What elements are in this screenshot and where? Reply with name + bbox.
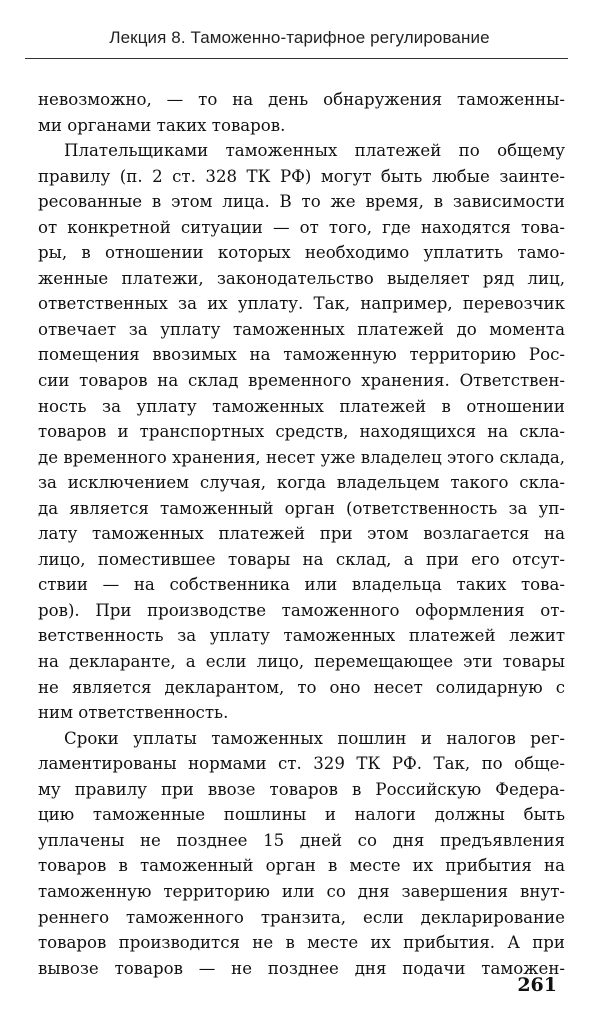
text-line: му правилу при ввозе товаров в Российскую Федера- [38,779,565,799]
text-line: Плательщиками таможенных платежей по общему [64,141,565,161]
text-line: ность за уплату таможенных платежей в отношении [38,396,565,416]
text-line: ры, в отношении которых необходимо уплатить тамо- [38,243,565,263]
text-line: вывозе товаров — не позднее дня подачи таможен- [38,958,565,978]
text-line: Сроки уплаты таможенных пошлин и налогов рег- [64,728,565,748]
text-line: правилу (п. 2 ст. 328 ТК РФ) могут быть любые заинте- [38,166,565,186]
text-line: сии товаров на склад временного хранения. Ответствен- [38,371,565,391]
text-line: товаров в таможенный орган в месте их прибытия на [38,856,565,876]
text-line: ним ответственность. [38,703,229,723]
text-line: реннего таможенного транзита, если декларирование [38,907,565,927]
text-line: лату таможенных платежей при этом возлагается на [38,524,565,544]
text-line: ров). При производстве таможенного оформления от- [38,600,565,620]
text-line: ламентированы нормами ст. 329 ТК РФ. Так, по обще- [38,754,565,774]
text-line: женные платежи, законодательство выделяет ряд лиц, [38,268,565,288]
text-line: ответственных за их уплату. Так, например, перевозчик [38,294,565,314]
text-line: на декларанте, а если лицо, перемещающее эти товары [38,652,565,672]
text-line: помещения ввозимых на таможенную территорию Рос- [38,345,565,365]
text-line: таможенную территорию или со дня завершения внут- [38,881,565,901]
text-line: невозможно, — то на день обнаружения таможенны- [38,90,565,109]
text-line: товаров производится не в месте их прибытия. А при [38,933,565,953]
text-line: де временного хранения, несет уже владелец этого склада, [38,447,565,467]
text-line: не является декларантом, то оно несет солидарную с [38,677,565,697]
text-line: от конкретной ситуации — от того, где находятся това- [38,217,565,237]
text-line: лицо, поместившее товары на склад, а при его отсут- [38,549,565,569]
text-line: товаров и транспортных средств, находящихся на скла- [38,422,565,442]
text-line: цию таможенные пошлины и налоги должны быть [38,805,565,825]
text-line: за исключением случая, когда владельцем такого скла- [38,473,565,493]
running-header: Лекция 8. Таможенно-тарифное регулирование [109,28,490,47]
page-number: 261 [517,974,557,996]
text-line: да является таможенный орган (ответственность за уп- [38,498,565,518]
body-text [38,87,565,981]
text-line: отвечает за уплату таможенных платежей до момента [38,319,565,339]
text-line: ветственность за уплату таможенных платежей лежит [38,626,565,646]
text-line: ресованные в этом лица. В то же время, в зависимости [38,192,565,212]
text-line: уплачены не позднее 15 дней со дня предъявления [38,830,565,850]
text-line: ми органами таких товаров. [38,115,286,135]
header-rule [25,58,568,59]
text-line: ствии — на собственника или владельца таких това- [38,575,565,595]
